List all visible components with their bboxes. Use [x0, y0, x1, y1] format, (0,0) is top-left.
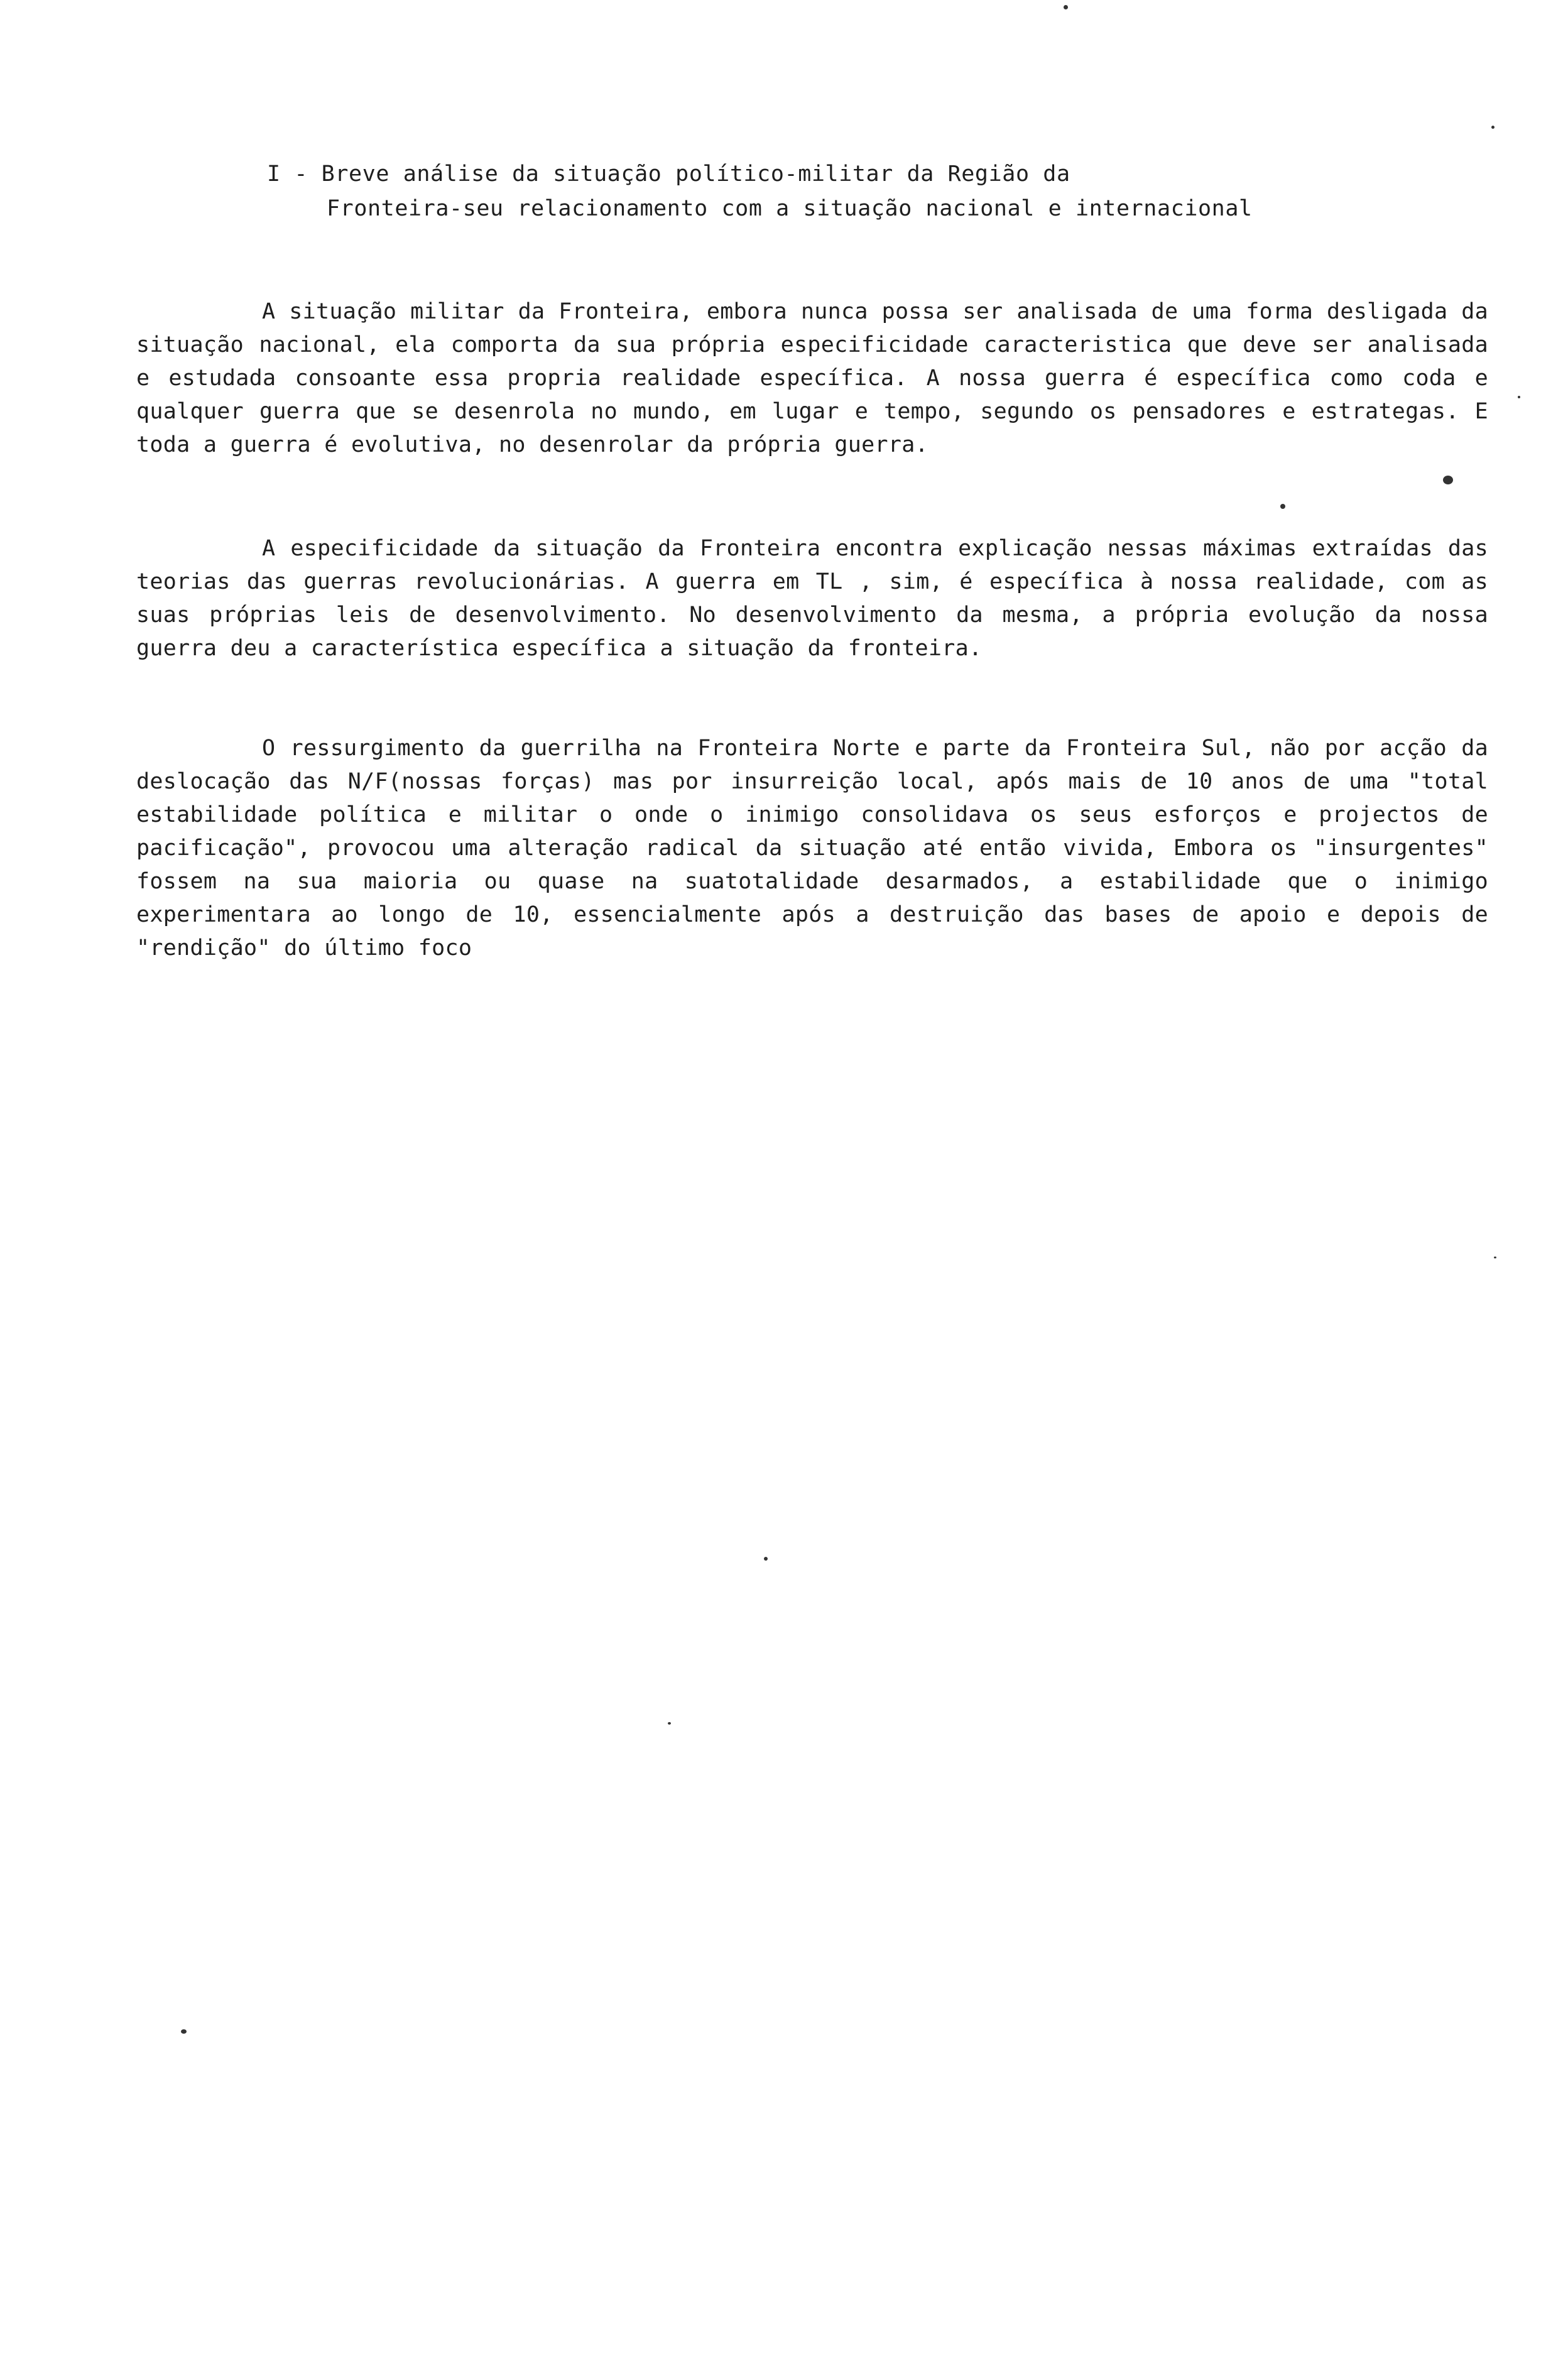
paragraph-2: A especificidade da situação da Fronteira encontra explicação nessas máximas extraídas das teorias das guerras revolucionárias. A guerra em TL , sim, é específica à nossa realidade, com as suas próprias leis de desenvolvimento. No desenvolvimento da mesma, a própria evolução da nossa guerra deu a característica específica a situação da fronteira.: [136, 536, 1488, 661]
scan-speck: [1518, 396, 1520, 398]
section-heading: [267, 157, 1253, 226]
scan-speck: [668, 1722, 671, 1725]
paragraph-1: A situação militar da Fronteira, embora nunca possa ser analisada de uma forma desligada da situação nacional, ela comporta da sua própria especificidade caracteristica que deve ser analisada e estudada consoante essa propria realidade específica. A nossa guerra é específica como coda e qualquer guerra que se desenrola no mundo, em lugar e tempo, segundo os pensadores e estrategas. E toda a guerra é evolutiva, no desenrolar da própria guerra.: [136, 299, 1488, 457]
paragraph-3: O ressurgimento da guerrilha na Fronteira Norte e parte da Fronteira Sul, não por acção da deslocação das N/F(nossas forças) mas por insurreição local, após mais de 10 anos de uma "total estabilidade política e militar o onde o inimigo consolidava os seus esforços e projectos de pacificação", provocou uma alteração radical da situação até então vivida, Embora os "insurgentes" fossem na sua maioria ou quase na suatotalidade desarmados, a estabilidade que o inimigo experimentara ao longo de 10, essencialmente após a destruição das bases de apoio e depois de "rendição" do último foco: [136, 736, 1488, 961]
scan-speck: [1491, 126, 1494, 129]
heading-line-2: Fronteira-seu relacionamento com a situação nacional e internacional: [327, 196, 1253, 221]
scan-speck: [764, 1557, 768, 1561]
heading-line-1: I - Breve análise da situação político-militar da Região da: [267, 161, 1070, 187]
scan-speck: [181, 2029, 187, 2034]
scan-speck: [1494, 1257, 1496, 1258]
scan-speck: [1443, 476, 1453, 484]
scan-speck: [1064, 5, 1068, 9]
scan-speck: [1280, 504, 1285, 509]
